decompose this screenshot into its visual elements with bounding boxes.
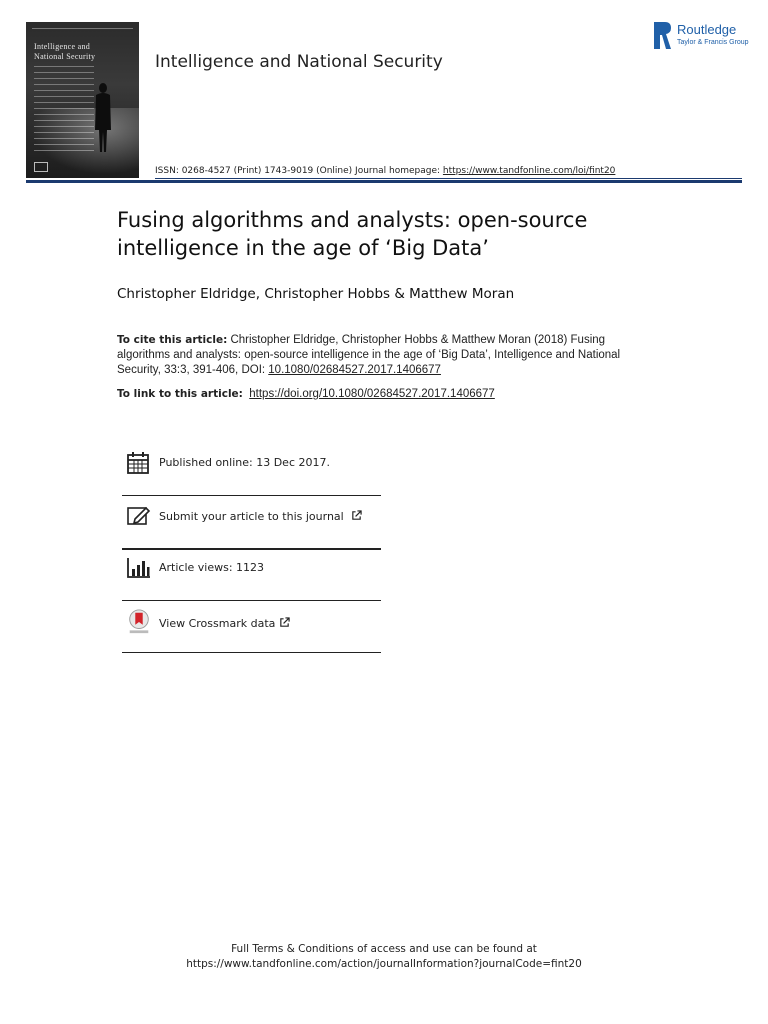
publisher-logo[interactable] [652,20,752,54]
info-separator [122,548,381,550]
external-link-icon [279,617,290,628]
article-views-text: Article views: 1123 [159,561,265,574]
cover-rule [32,28,133,31]
info-separator [122,600,381,601]
article-authors: Christopher Eldridge, Christopher Hobbs & Matthew Moran [117,286,515,302]
citation-block [117,333,657,378]
crossmark-icon [126,609,152,635]
cover-publisher-logo [34,162,48,172]
published-online-row [122,450,381,476]
info-separator [122,495,381,496]
calendar-icon [126,450,152,476]
published-online-text: Published online: 13 Dec 2017. [159,456,330,469]
issn-line [155,166,615,176]
footer-terms-text: Full Terms & Conditions of access and use can be found at [231,943,537,955]
footer [0,942,768,972]
cover-title [34,42,133,62]
bar-chart-icon [126,555,152,581]
crossmark-label: View Crossmark data [159,617,276,630]
article-doi-link[interactable]: https://doi.org/10.1080/02684527.2017.1406677 [249,388,495,400]
crossmark-link[interactable] [159,617,290,630]
submit-article-label: Submit your article to this journal [159,510,344,523]
cover-title-line2: National Security [34,52,96,61]
routledge-r-icon [654,22,672,49]
cover-title-line1: Intelligence and [34,42,91,51]
header-rule [26,180,742,183]
header-rule-thin [155,178,742,179]
publisher-subtitle: Taylor & Francis Group [677,39,749,46]
citation-doi-link[interactable]: 10.1080/02684527.2017.1406677 [268,364,441,376]
submit-article-link[interactable] [159,510,362,523]
external-link-icon [351,510,362,521]
publisher-name: Routledge [677,22,737,37]
journal-cover-image [26,22,139,178]
crossmark-row[interactable] [122,609,381,637]
cover-silhouette-figure [92,82,114,154]
citation-label: To cite this article: [117,334,228,346]
link-label: To link to this article: [117,388,243,400]
journal-title: Intelligence and National Security [155,52,443,72]
journal-homepage-link[interactable]: https://www.tandfonline.com/loi/fint20 [442,166,616,176]
article-title: Fusing algorithms and analysts: open-source intelligence in the age of ‘Big Data’ [117,208,588,260]
issn-text: ISSN: 0268-4527 (Print) 1743-9019 (Online) Journal homepage: [155,166,443,176]
article-views-row [122,555,381,581]
submit-article-row[interactable] [122,504,381,530]
edit-icon [126,504,152,530]
footer-terms-link[interactable]: https://www.tandfonline.com/action/journalInformation?journalCode=fint20 [186,958,582,970]
info-separator [122,652,381,653]
citation-text: Christopher Eldridge, Christopher Hobbs & Matthew Moran (2018) Fusing algorithms and analysts: open-source intelligence in the age of ‘Big Data’, Intelligence and National Security, 33:3, 391-406, DOI: [117,334,621,376]
article-link-line [117,388,495,400]
